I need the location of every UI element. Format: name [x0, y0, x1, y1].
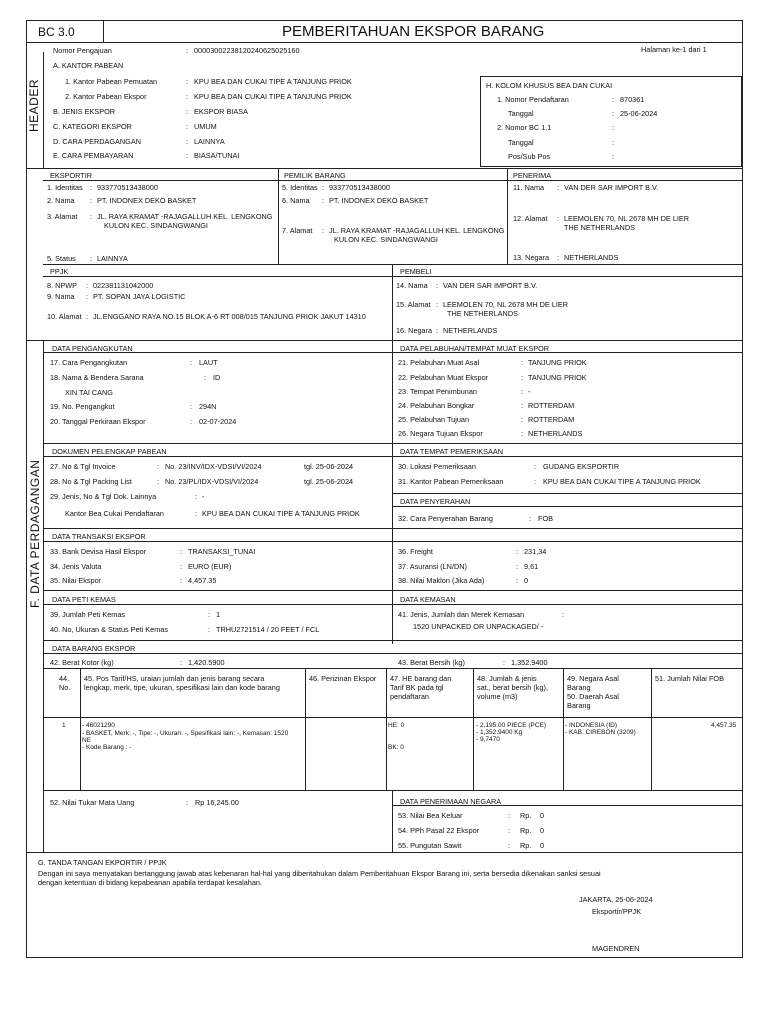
- pemilik-nama-label: 6. Nama: [282, 196, 310, 205]
- divider: [386, 668, 387, 790]
- col-negara-header-2: Barang: [567, 683, 591, 692]
- nomor-pengajuan-value: 00003002238120240625025160: [194, 46, 300, 55]
- kantor-daftar-label: Kantor Bea Cukai Pendaftaran: [65, 509, 164, 518]
- lokasi-periksa-value: GUDANG EKSPORTIR: [543, 462, 620, 471]
- nomor-pengajuan-label: Nomor Pengajuan: [53, 46, 112, 55]
- eksportir-nama-label: 2. Nama: [47, 196, 75, 205]
- transaksi-title: DATA TRANSAKSI EKSPOR: [52, 532, 146, 541]
- pemilik-alamat-line2: KULON KEC. SINDANGWANGI: [334, 235, 438, 244]
- col-he-header-2: Tarif BK pada tgl: [390, 683, 444, 692]
- colon: :: [612, 109, 615, 118]
- penyerahan-title: DATA PENYERAHAN: [400, 497, 471, 506]
- kantor-pabean-heading: A. KANTOR PABEAN: [53, 61, 124, 70]
- divider: [43, 604, 743, 605]
- colon: :: [208, 625, 211, 634]
- pph-amount: 0: [540, 826, 545, 835]
- divider: [563, 668, 564, 790]
- divider: [43, 352, 743, 353]
- colon: :: [186, 137, 189, 146]
- colon: :: [557, 253, 560, 262]
- divider: [392, 506, 743, 507]
- kategori-label: C. KATEGORI EKSPOR: [53, 122, 132, 131]
- divider: [43, 443, 743, 444]
- row-bk: BK: 0: [388, 744, 404, 751]
- eksportir-identitas-value: 933770513438000: [97, 183, 158, 192]
- divider: [473, 668, 474, 790]
- asuransi-value: 9,61: [524, 562, 539, 571]
- col-uraian-header-2: lengkap, merk, tipe, ukuran, spesifikasi lain dan kode barang: [84, 683, 280, 692]
- kemasan-label: 41. Jenis, Jumlah dan Merek Kemasan: [398, 610, 525, 619]
- colon: :: [195, 492, 198, 501]
- nilai-ekspor-value: 4,457.35: [188, 576, 217, 585]
- form-title: PEMBERITAHUAN EKSPOR BARANG: [282, 23, 545, 40]
- colon: :: [90, 254, 93, 263]
- tanggal-label: Tanggal: [508, 109, 534, 118]
- colon: :: [180, 547, 183, 556]
- pembeli-alamat-line1: LEEMOLEN 70, NL 2678 MH DE LIER: [443, 300, 569, 309]
- tanggal-value: 25-06-2024: [620, 109, 658, 118]
- pemilik-title: PEMILIK BARANG: [284, 171, 346, 180]
- packing-value: No. 23/PL/IDX-VDSI/VI/2024: [165, 477, 259, 486]
- maklon-value: 0: [524, 576, 529, 585]
- berat-bersih-value: 1,352.9400: [511, 658, 548, 667]
- ppjk-npwp-value: 022381131042000: [93, 281, 154, 290]
- kemasan-title: DATA KEMASAN: [400, 595, 456, 604]
- kantor-ekspor-label: 2. Kantor Pabean Ekspor: [65, 92, 147, 101]
- penyerahan-label: 32. Cara Penyerahan Barang: [398, 514, 493, 523]
- ppjk-nama-label: 9. Nama: [47, 292, 75, 301]
- muat-ekspor-value: TANJUNG PRIOK: [528, 373, 587, 382]
- jumlah-petikemas-value: 1: [216, 610, 221, 619]
- colon: :: [322, 196, 325, 205]
- colon: :: [562, 610, 565, 619]
- perdagangan-side-label: F. DATA PERDAGANGAN: [28, 459, 42, 608]
- colon: :: [521, 401, 524, 410]
- sarana-label: 18. Nama & Bendera Sarana: [50, 373, 144, 382]
- lokasi-periksa-label: 30. Lokasi Pemeriksaan: [398, 462, 476, 471]
- colon: :: [186, 46, 189, 55]
- sawit-value: Rp.: [520, 841, 532, 850]
- divider: [26, 852, 743, 853]
- divider: [651, 668, 652, 790]
- divider: [43, 52, 44, 168]
- colon: :: [436, 281, 439, 290]
- colon: :: [503, 658, 506, 667]
- jumlah-petikemas-label: 39. Jumlah Peti Kemas: [50, 610, 126, 619]
- cara-angkut-label: 17. Cara Pengangkutan: [50, 358, 128, 367]
- no-angkut-label: 19. No. Pengangkut: [50, 402, 115, 411]
- col-jumlah-header-2: sat., berat bersih (kg),: [477, 683, 548, 692]
- colon: :: [186, 798, 189, 807]
- kategori-value: UMUM: [194, 122, 217, 131]
- ppjk-alamat-value: JL.ENGGANO RAYA NO.15 BLOK A-6 RT 008/015 TANJUNG PRIOK JAKUT 14310: [93, 312, 366, 321]
- divider: [43, 717, 743, 718]
- divider: [43, 528, 743, 529]
- bongkar-value: ROTTERDAM: [528, 401, 575, 410]
- colon: :: [508, 826, 511, 835]
- penerimaan-title: DATA PENERIMAAN NEGARA: [400, 797, 502, 806]
- tanggal2-label: Tanggal: [508, 138, 534, 147]
- row-kode: - Kode Barang : -: [82, 744, 132, 751]
- row-desc-2: NE: [82, 737, 92, 744]
- colon: :: [180, 576, 183, 585]
- col-jumlah-header-3: volume (m3): [477, 692, 518, 701]
- colon: :: [516, 547, 519, 556]
- asuransi-label: 37. Asuransi (LN/DN): [398, 562, 467, 571]
- pph-value: Rp.: [520, 826, 532, 835]
- divider: [43, 653, 743, 654]
- colon: :: [521, 373, 524, 382]
- colon: :: [190, 402, 193, 411]
- pemilik-identitas-value: 933770513438000: [329, 183, 390, 192]
- valuta-value: EURO (EUR): [188, 562, 232, 571]
- colon: :: [612, 152, 615, 161]
- colon: :: [436, 326, 439, 335]
- kantor-daftar-value: KPU BEA DAN CUKAI TIPE A TANJUNG PRIOK: [202, 509, 360, 518]
- dok-lainnya-label: 29. Jenis, No & Tgl Dok. Lainnya: [50, 492, 157, 501]
- ttd-name: MAGENDREN: [592, 944, 640, 953]
- colon: :: [204, 373, 207, 382]
- freight-label: 36. Freight: [398, 547, 433, 556]
- colon: :: [208, 610, 211, 619]
- cara-dagang-value: LAINNYA: [194, 137, 225, 146]
- nomor-petikemas-value: TRHU2721514 / 20 FEET / FCL: [216, 625, 320, 634]
- colon: :: [186, 92, 189, 101]
- divider: [507, 168, 508, 264]
- sawit-label: 55. Pungutan Sawit: [398, 841, 462, 850]
- divider: [43, 264, 743, 265]
- divider: [26, 168, 743, 169]
- col-negara-header: 49. Negara Asal: [567, 674, 619, 683]
- penerima-alamat-line2: THE NETHERLANDS: [564, 223, 635, 232]
- ttd-statement: Dengan ini saya menyatakan bertanggung jawab atas kebenaran hal-hal yang diberitahukan dalam Pemberitahuan Ekspor Barang ini, serta bersedia dikenakan sanksi sesuai: [38, 869, 601, 878]
- colon: :: [529, 514, 532, 523]
- colon: :: [534, 462, 537, 471]
- periksa-title: DATA TEMPAT PEMERIKSAAN: [400, 447, 503, 456]
- pembeli-alamat-label: 15. Alamat: [396, 300, 431, 309]
- pemilik-alamat-label: 7. Alamat: [282, 226, 313, 235]
- col-uraian-header: 45. Pos Tarif/HS, uraian jumlah dan jenis barang secara: [84, 674, 265, 683]
- penerima-alamat-line1: LEEMOLEN 70, NL 2678 MH DE LIER: [564, 214, 690, 223]
- muat-asal-value: TANJUNG PRIOK: [528, 358, 587, 367]
- cara-dagang-label: D. CARA PERDAGANGAN: [53, 137, 141, 146]
- row-desc: - BASKET, Merk: -, Tipe: -, Ukuran: -, Spesifikasi lain: -, Kemasan: 1520: [82, 730, 289, 737]
- colon: :: [90, 183, 93, 192]
- row-no: 1: [62, 722, 66, 729]
- colon: :: [612, 138, 615, 147]
- colon: :: [186, 122, 189, 131]
- divider: [43, 590, 743, 591]
- tgl-ekspor-value: 02-07-2024: [199, 417, 237, 426]
- divider: [43, 340, 44, 852]
- colon: :: [612, 95, 615, 104]
- no-angkut-value: 294N: [199, 402, 217, 411]
- divider: [43, 668, 743, 669]
- colon: :: [157, 477, 160, 486]
- col-no-header-2: No.: [59, 683, 71, 692]
- colon: :: [190, 417, 193, 426]
- colon: :: [186, 77, 189, 86]
- ppjk-title: PPJK: [50, 267, 69, 276]
- pembeli-title: PEMBELI: [400, 267, 432, 276]
- eksportir-title: EKSPORTIR: [50, 171, 93, 180]
- colon: :: [508, 811, 511, 820]
- timbun-label: 23. Tempat Penimbunan: [398, 387, 477, 396]
- penerima-title: PENERIMA: [513, 171, 552, 180]
- pemilik-nama-value: PT. INDONEX DEKO BASKET: [329, 196, 429, 205]
- invoice-tgl: tgl. 25-06-2024: [304, 462, 354, 471]
- kantor-muat-label: 1. Kantor Pabean Pemuatan: [65, 77, 158, 86]
- penerima-negara-value: NETHERLANDS: [564, 253, 619, 262]
- eksportir-nama-value: PT. INDONEX DEKO BASKET: [97, 196, 197, 205]
- divider: [43, 790, 743, 791]
- colon: :: [521, 387, 524, 396]
- sawit-amount: 0: [540, 841, 545, 850]
- colon: :: [186, 107, 189, 116]
- divider: [392, 493, 743, 494]
- kurs-value: Rp 16,245.00: [195, 798, 239, 807]
- page-indicator: Halaman ke-1 dari 1: [641, 45, 707, 54]
- divider: [43, 456, 743, 457]
- ppjk-alamat-label: 10. Alamat: [47, 312, 82, 321]
- divider: [26, 42, 743, 43]
- row-qty: - 2,195.00 PIECE (PCE): [476, 722, 547, 729]
- colon: :: [90, 196, 93, 205]
- ttd-statement-2: dengan ketentuan di bidang kepabeanan apabila terdapat kesalahan.: [38, 878, 262, 887]
- divider: [43, 180, 743, 181]
- eksportir-alamat-label: 3. Alamat: [47, 212, 78, 221]
- invoice-value: No. 23/INV/IDX-VDSI/VI/2024: [165, 462, 262, 471]
- divider: [305, 668, 306, 790]
- col-fob-header: 51. Jumlah Nilai FOB: [655, 674, 724, 683]
- divider: [392, 264, 393, 340]
- divider: [80, 668, 81, 790]
- pos-label: Pos/Sub Pos: [508, 152, 551, 161]
- colon: :: [90, 212, 93, 221]
- colon: :: [86, 281, 89, 290]
- divider: [392, 790, 393, 852]
- kantor-ekspor-value: KPU BEA DAN CUKAI TIPE A TANJUNG PRIOK: [194, 92, 352, 101]
- divider: [43, 541, 743, 542]
- colon: :: [322, 226, 325, 235]
- divider: [43, 276, 743, 277]
- cara-bayar-label: E. CARA PEMBAYARAN: [53, 151, 134, 160]
- pembeli-nama-label: 14. Nama: [396, 281, 428, 290]
- timbun-value: -: [528, 387, 531, 396]
- muat-asal-label: 21. Pelabuhan Muat Asal: [398, 358, 480, 367]
- colon: :: [190, 358, 193, 367]
- pengangkutan-title: DATA PENGANGKUTAN: [52, 344, 133, 353]
- col-he-header-3: pendaftaran: [390, 692, 429, 701]
- tgl-ekspor-label: 20. Tanggal Perkiraan Ekspor: [50, 417, 146, 426]
- colon: :: [557, 214, 560, 223]
- pembeli-negara-label: 16. Negara: [396, 326, 433, 335]
- berat-kotor-value: 1,420.5900: [188, 658, 225, 667]
- cara-angkut-value: LAUT: [199, 358, 218, 367]
- barang-title: DATA BARANG EKSPOR: [52, 644, 136, 653]
- colon: :: [557, 183, 560, 192]
- colon: :: [516, 562, 519, 571]
- pph-label: 54. PPh Pasal 22 Ekspor: [398, 826, 480, 835]
- kantor-periksa-label: 31. Kantor Pabean Pemeriksaan: [398, 477, 504, 486]
- negara-tujuan-value: NETHERLANDS: [528, 429, 583, 438]
- ppjk-npwp-label: 8. NPWP: [47, 281, 78, 290]
- berat-kotor-label: 42. Berat Kotor (kg): [50, 658, 114, 667]
- eksportir-alamat-line2: KULON KEC. SINDANGWANGI: [104, 221, 208, 230]
- penerima-nama-label: 11. Nama: [513, 183, 545, 192]
- eksportir-identitas-label: 1. Identitas: [47, 183, 83, 192]
- bea-keluar-value: Rp.: [520, 811, 532, 820]
- col-daerah-header: 50. Daerah Asal: [567, 692, 619, 701]
- col-no-header: 44.: [59, 674, 70, 683]
- ppjk-nama-value: PT. SOPAN JAYA LOGISTIC: [93, 292, 186, 301]
- col-he-header: 47. HE barang dan: [390, 674, 452, 683]
- divider: [278, 168, 279, 264]
- pembeli-negara-value: NETHERLANDS: [443, 326, 498, 335]
- nomor-pendaftaran-value: 870361: [620, 95, 645, 104]
- pemilik-alamat-line1: JL. RAYA KRAMAT -RAJAGALLUH KEL. LENGKONG: [329, 226, 505, 235]
- pembeli-nama-value: VAN DER SAR IMPORT B.V.: [443, 281, 538, 290]
- berat-bersih-label: 43. Berat Bersih (kg): [398, 658, 465, 667]
- eksportir-status-value: LAINNYA: [97, 254, 128, 263]
- pembeli-alamat-line2: THE NETHERLANDS: [447, 309, 518, 318]
- eksportir-status-label: 5. Status: [47, 254, 76, 263]
- colon: :: [86, 292, 89, 301]
- penerima-nama-value: VAN DER SAR IMPORT B.V.: [564, 183, 659, 192]
- cara-bayar-value: BIASA/TUNAI: [194, 151, 240, 160]
- colon: :: [86, 312, 89, 321]
- ttd-title: G. TANDA TANGAN EKPORTIR / PPJK: [38, 858, 167, 867]
- kurs-label: 52. Nilai Tukar Mata Uang: [50, 798, 135, 807]
- divider: [43, 640, 743, 641]
- maklon-label: 38. Nilai Maklon (Jika Ada): [398, 576, 485, 585]
- sarana-value: ID: [213, 373, 221, 382]
- kemasan-value: 1520 UNPACKED OR UNPACKAGED/ -: [413, 622, 544, 631]
- eksportir-alamat-line1: JL. RAYA KRAMAT -RAJAGALLUH KEL. LENGKONG: [97, 212, 273, 221]
- ttd-role: Eksportir/PPJK: [592, 907, 642, 916]
- invoice-label: 27. No & Tgl Invoice: [50, 462, 116, 471]
- jenis-ekspor-label: B. JENIS EKSPOR: [53, 107, 116, 116]
- col-perizinan-header: 46. Perizinan Ekspor: [309, 674, 377, 683]
- nomor-pendaftaran-label: 1. Nomor Pendaftaran: [497, 95, 569, 104]
- penyerahan-value: FOB: [538, 514, 553, 523]
- divider: [103, 20, 104, 42]
- nomor-bc-label: 2. Nomor BC 1.1: [497, 123, 552, 132]
- divider: [392, 340, 393, 644]
- packing-tgl: tgl. 25-06-2024: [304, 477, 354, 486]
- bea-keluar-amount: 0: [540, 811, 545, 820]
- freight-value: 231,34: [524, 547, 547, 556]
- pemilik-identitas-label: 5. Identitas: [282, 183, 318, 192]
- row-negara-asal: - INDONESIA (ID): [565, 722, 618, 729]
- form-code: BC 3.0: [38, 25, 75, 39]
- colon: :: [521, 358, 524, 367]
- penerima-negara-label: 13. Negara: [513, 253, 550, 262]
- jenis-ekspor-value: EKSPOR BIASA: [194, 107, 248, 116]
- colon: :: [516, 576, 519, 585]
- muat-ekspor-label: 22. Pelabuhan Muat Ekspor: [398, 373, 489, 382]
- colon: :: [186, 151, 189, 160]
- nomor-petikemas-label: 40. No, Ukuran & Status Peti Kemas: [50, 625, 169, 634]
- header-side-label: HEADER: [27, 78, 41, 132]
- row-netto: - 1,352.9400 Kg: [476, 729, 523, 736]
- row-hs: - 46021290: [82, 722, 115, 729]
- kantor-muat-value: KPU BEA DAN CUKAI TIPE A TANJUNG PRIOK: [194, 77, 352, 86]
- colon: :: [195, 509, 198, 518]
- colon: :: [180, 562, 183, 571]
- penerima-alamat-label: 12. Alamat: [513, 214, 548, 223]
- ttd-place-date: JAKARTA, 25-06-2024: [579, 895, 653, 904]
- valuta-label: 34. Jenis Valuta: [50, 562, 102, 571]
- colon: :: [508, 841, 511, 850]
- negara-tujuan-label: 26. Negara Tujuan Ekspor: [398, 429, 483, 438]
- pelabuhan-title: DATA PELABUHAN/TEMPAT MUAT EKSPOR: [400, 344, 550, 353]
- row-he: HE: 0: [388, 722, 405, 729]
- petikemas-title: DATA PETI KEMAS: [52, 595, 116, 604]
- colon: :: [612, 123, 615, 132]
- bank-value: TRANSAKSI_TUNAI: [188, 547, 256, 556]
- nilai-ekspor-label: 35. Nilai Ekspor: [50, 576, 102, 585]
- col-jumlah-header: 48. Jumlah & jenis: [477, 674, 537, 683]
- sarana-name: XIN TAI CANG: [65, 388, 113, 397]
- dokumen-title: DOKUMEN PELENGKAP PABEAN: [52, 447, 167, 456]
- tujuan-value: ROTTERDAM: [528, 415, 575, 424]
- row-fob: 4,457.35: [711, 722, 737, 729]
- colon: :: [157, 462, 160, 471]
- bongkar-label: 24. Pelabuhan Bongkar: [398, 401, 475, 410]
- colon: :: [534, 477, 537, 486]
- tujuan-label: 25. Pelabuhan Tujuan: [398, 415, 470, 424]
- colon: :: [180, 658, 183, 667]
- colon: :: [436, 300, 439, 309]
- kantor-periksa-value: KPU BEA DAN CUKAI TIPE A TANJUNG PRIOK: [543, 477, 701, 486]
- row-daerah-asal: - KAB. CIREBON (3209): [565, 729, 636, 736]
- dok-lainnya-value: -: [202, 492, 205, 501]
- packing-label: 28. No & Tgl Packing List: [50, 477, 132, 486]
- col-daerah-header-2: Barang: [567, 701, 591, 710]
- row-volume: - 9,7470: [476, 736, 500, 743]
- colon: :: [521, 415, 524, 424]
- colon: :: [521, 429, 524, 438]
- colon: :: [322, 183, 325, 192]
- khusus-title: H. KOLOM KHUSUS BEA DAN CUKAI: [486, 81, 613, 90]
- bank-label: 33. Bank Devisa Hasil Ekspor: [50, 547, 147, 556]
- bea-keluar-label: 53. Nilai Bea Keluar: [398, 811, 463, 820]
- divider: [26, 340, 743, 341]
